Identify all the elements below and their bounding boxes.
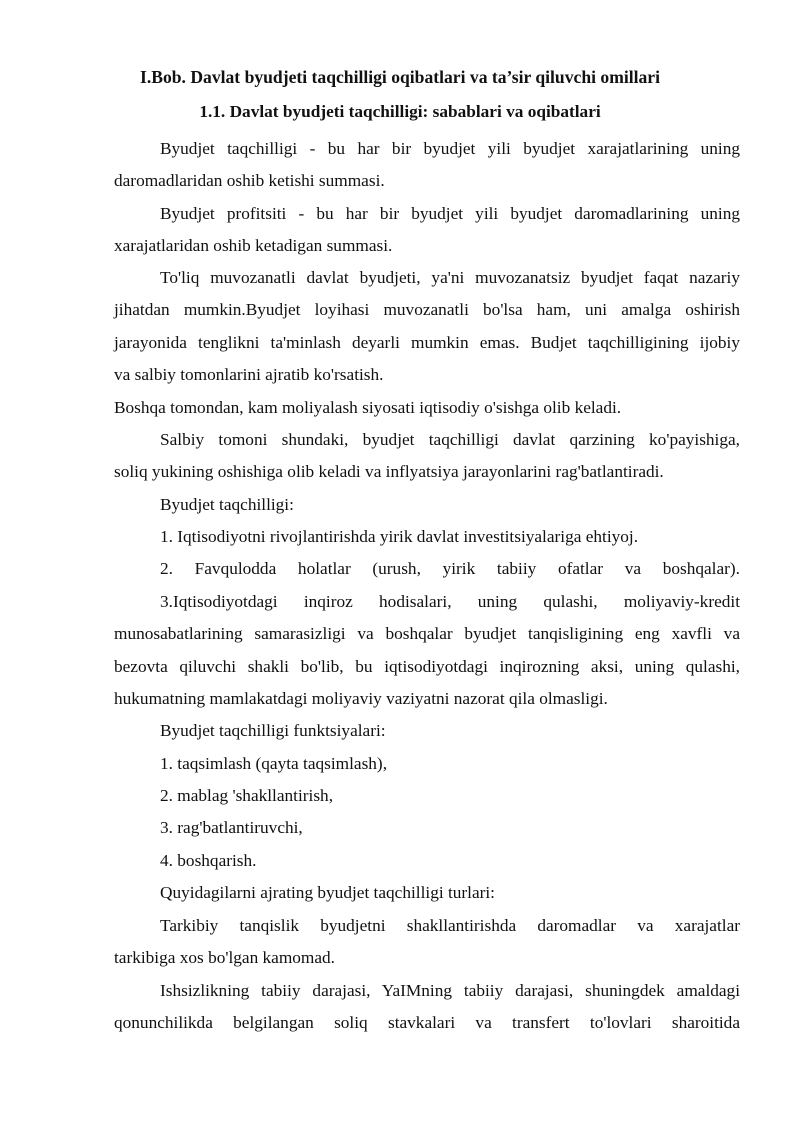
chapter-title: I.Bob. Davlat byudjeti taqchilligi oqibatlari va ta’sir qiluvchi omillari [139, 67, 661, 87]
paragraph-line: Tarkibiy tanqislik byudjetni shakllantirishda daromadlar va xarajatlar [160, 916, 740, 935]
paragraph-line: jarayonida tenglikni ta'minlash deyarli mumkin emas. Budjet taqchilligining ijobiy [114, 333, 740, 352]
paragraph-line: hukumatning mamlakatdagi moliyaviy vaziyatni nazorat qila olmasligi. [114, 689, 608, 708]
paragraph-line: Salbiy tomoni shundaki, byudjet taqchilligi davlat qarzining ko'payishiga, [160, 430, 740, 449]
paragraph-line: jihatdan mumkin.Byudjet loyihasi muvozanatli bo'lsa ham, uni amalga oshirish [114, 300, 740, 319]
paragraph-line: Byudjet taqchilligi - bu har bir byudjet yili byudjet xarajatlarining uning [160, 139, 740, 158]
paragraph-line: Byudjet taqchilligi funktsiyalari: [160, 721, 386, 740]
paragraph-line: Byudjet taqchilligi: [160, 495, 294, 514]
paragraph-line: Ishsizlikning tabiiy darajasi, YaIMning tabiiy darajasi, shuningdek amaldagi [160, 981, 740, 1000]
paragraph-line: va salbiy tomonlarini ajratib ko'rsatish. [114, 365, 384, 384]
paragraph-line: daromadlaridan oshib ketishi summasi. [114, 171, 385, 190]
paragraph-line: Boshqa tomondan, kam moliyalash siyosati iqtisodiy o'sishga olib keladi. [114, 398, 622, 417]
paragraph-line: bezovta qiluvchi shakli bo'lib, bu iqtisodiyotdagi inqirozning aksi, uning qulashi, [114, 657, 740, 676]
paragraph-line: xarajatlaridan oshib ketadigan summasi. [114, 236, 393, 255]
paragraph-line: qonunchilikda belgilangan soliq stavkalari va transfert to'lovlari sharoitida [114, 1013, 740, 1032]
list-item: 2. mablag 'shakllantirish, [160, 786, 334, 805]
paragraph-line: Byudjet profitsiti - bu har bir byudjet yili byudjet daromadlarining uning [160, 204, 740, 223]
list-item: 3.Iqtisodiyotdagi inqiroz hodisalari, uning qulashi, moliyaviy-kredit [160, 592, 740, 611]
paragraph-line: Quyidagilarni ajrating byudjet taqchilligi turlari: [160, 883, 495, 902]
paragraph-line: tarkibiga xos bo'lgan kamomad. [114, 948, 336, 967]
list-item: 4. boshqarish. [160, 851, 257, 870]
paragraph-line: soliq yukining oshishiga olib keladi va inflyatsiya jarayonlarini rag'batlantiradi. [114, 462, 664, 481]
list-item: 2. Favqulodda holatlar (urush, yirik tabiiy ofatlar va boshqalar). [160, 559, 740, 578]
section-title: 1.1. Davlat byudjeti taqchilligi: sabablari va oqibatlari [199, 102, 601, 121]
list-item: 3. rag'batlantiruvchi, [160, 818, 303, 837]
list-item: 1. taqsimlash (qayta taqsimlash), [160, 754, 388, 773]
list-item: 1. Iqtisodiyotni rivojlantirishda yirik davlat investitsiyalariga ehtiyoj. [160, 527, 639, 546]
paragraph-line: To'liq muvozanatli davlat byudjeti, ya'ni muvozanatsiz byudjet faqat nazariy [160, 268, 740, 287]
paragraph-line: munosabatlarining samarasizligi va boshqalar byudjet tanqisligining eng xavfli va [114, 624, 740, 643]
